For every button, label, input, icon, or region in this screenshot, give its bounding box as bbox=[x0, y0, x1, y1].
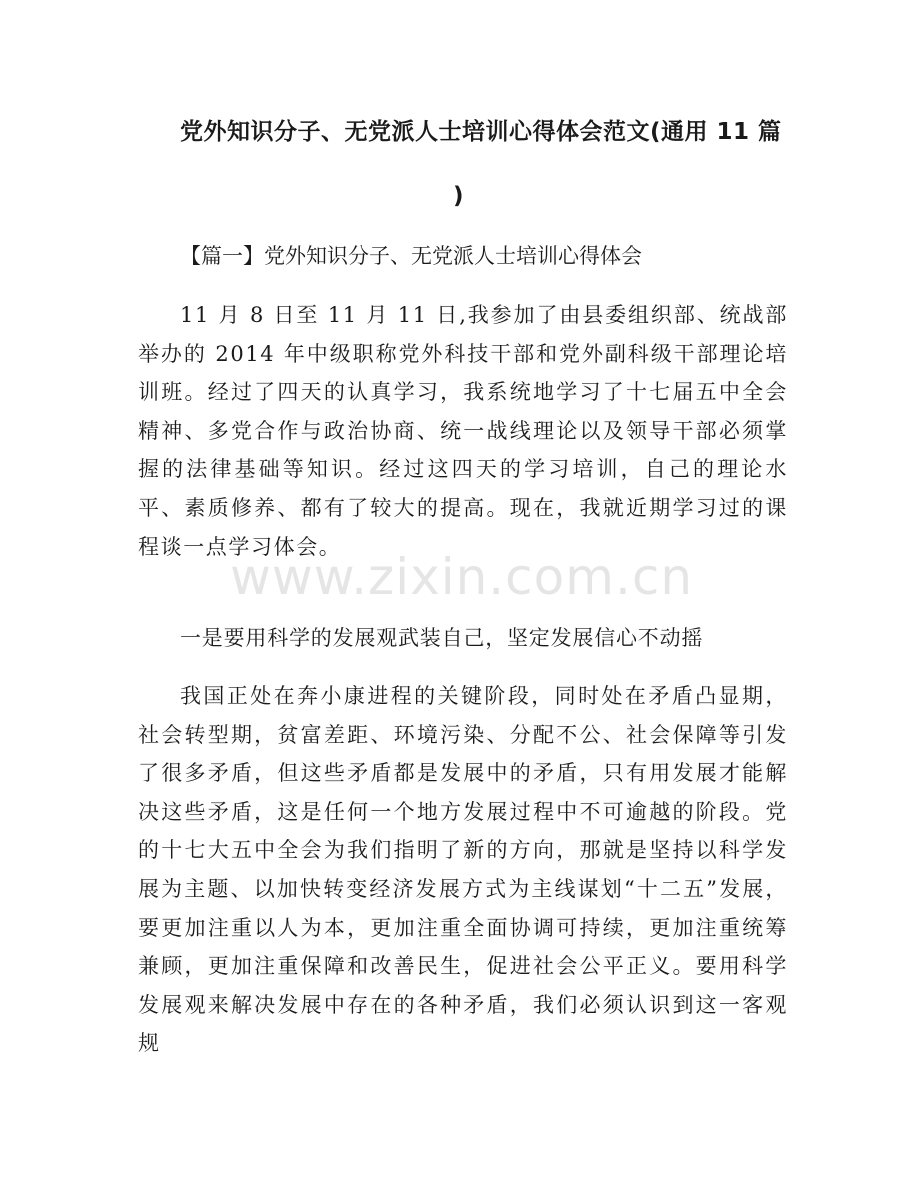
document-title: 党外知识分子、无党派人士培训心得体会范文(通用 11 篇 bbox=[180, 119, 782, 145]
document-title-continuation: ) bbox=[453, 183, 464, 209]
paragraph-body: 我国正处在奔小康进程的关键阶段，同时处在矛盾凸显期，社会转型期，贫富差距、环境污染、分配不公、社会保障等引发了很多矛盾，但这些矛盾都是发展中的矛盾，只有用发展才能解决这些矛盾，这是任何一个地方发展过程中不可逾越的阶段。党的十七大五中全会为我们指明了新的方向，那就是坚持以科学发展为主题、以加快转变经济发展方式为主线谋划“十二五”发展，要更加注重以人为本，更加注重全面协调可持续，更加注重统筹兼顾，更加注重保障和改善民生，促进社会公平正义。要用科学发展观来解决发展中存在的各种矛盾，我们必须认识到这一客观规 bbox=[138, 684, 788, 1056]
paragraph-intro: 11 月 8 日至 11 月 11 日,我参加了由县委组织部、统战部举办的 2014 年中级职称党外科技干部和党外副科级干部理论培训班。经过了四天的认真学习，我系统地学习了十七届五中全会精神、多党合作与政治协商、统一战线理论以及领导干部必须掌握的法律基础等知识。经过这四天的学习培训，自己的理论水平、素质修养、都有了较大的提高。现在，我就近期学习过的课程谈一点学习体会。 bbox=[138, 303, 788, 559]
watermark: www.zixin.com.cn bbox=[230, 548, 694, 606]
section-heading: 【篇一】党外知识分子、无党派人士培训心得体会 bbox=[180, 244, 642, 268]
subheading: 一是要用科学的发展观武装自己，坚定发展信心不动摇 bbox=[180, 626, 704, 650]
